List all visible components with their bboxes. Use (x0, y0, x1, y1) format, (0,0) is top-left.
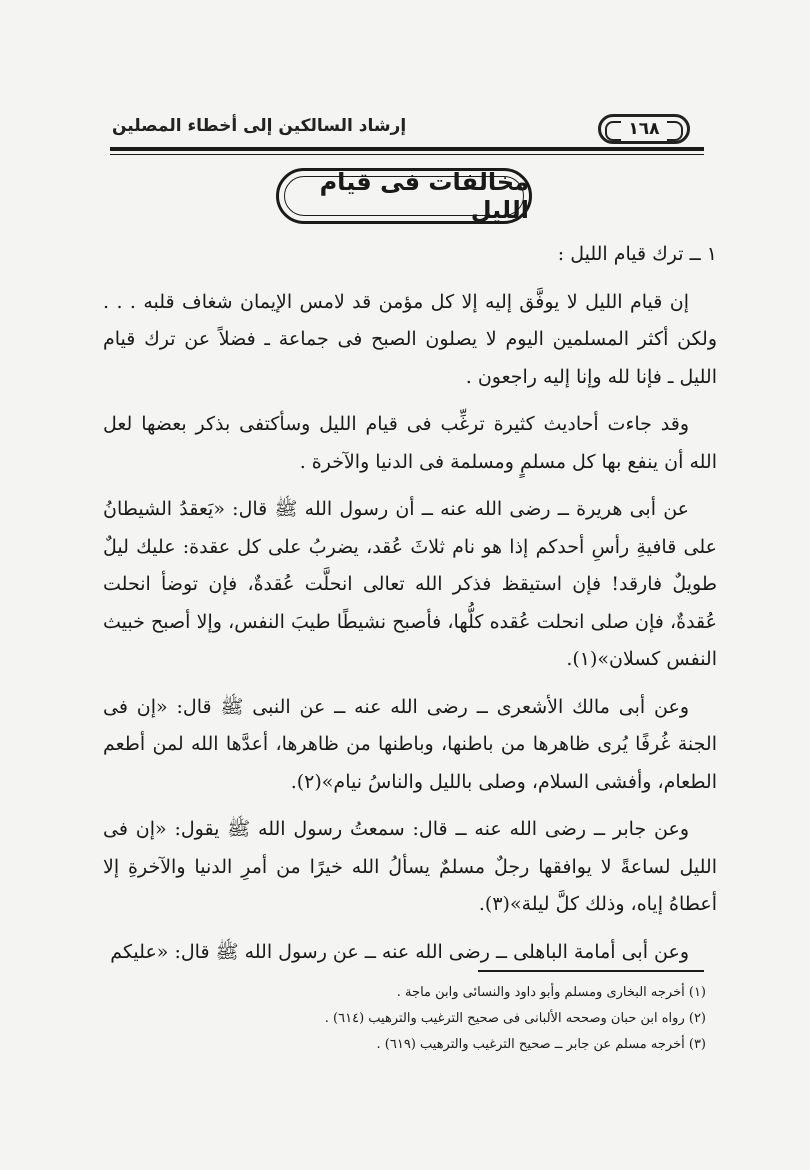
body-text (103, 236, 717, 981)
paragraph: وقد جاءت أحاديث كثيرة ترغِّب فى قيام الليل وسأكتفى بذكر بعضها لعل الله أن ينفع بها كل مسلمٍ ومسلمة فى الدنيا والآخرة . (103, 413, 717, 473)
paragraph: وعن أبى مالك الأشعرى ــ رضى الله عنه ــ عن النبى ﷺ قال: «إن فى الجنة غُرفًا يُرى ظاهرها من باطنها، وباطنها من ظاهرها، أعدَّها الله لمن أطعم الطعام، وأفشى السلام، وصلى بالليل والناسُ نيام»(٢). (103, 695, 717, 793)
footnote: (١) أخرجه البخارى ومسلم وأبو داود والنسائى وابن ماجة . (396, 985, 706, 1000)
page-number: ١٦٨ (628, 119, 660, 139)
paragraph: عن أبى هريرة ــ رضى الله عنه ــ أن رسول الله ﷺ قال: «يَعقدُ الشيطانُ على قافيةِ رأسِ أحدكم إذا هو نام ثلاثَ عُقد، يضربُ على كل عقدة: عليك ليلٌ طويلٌ فارقد! فإن استيقظ فذكر الله تعالى انحلَّت عُقدةٌ، فإن توضأ انحلت عُقدةٌ، فإن صلى انحلت عُقده كلُّها، فأصبح نشيطًا طيبَ النفس، وإلا أصبح خبيث النفس كسلان»(١). (103, 498, 717, 670)
running-title: إرشاد السالكين إلى أخطاء المصلين (112, 116, 407, 136)
footnote: (٣) أخرجه مسلم عن جابر ــ صحيح الترغيب والترهيب (٦١٩) . (376, 1037, 706, 1052)
header-rule-thin (110, 154, 704, 155)
page-number-badge (598, 114, 690, 144)
footnote: (٢) رواه ابن حبان وصححه الألبانى فى صحيح الترغيب والترهيب (٦١٤) . (324, 1011, 706, 1026)
paragraph: وعن أبى أمامة الباهلى ــ رضى الله عنه ــ عن رسول الله ﷺ قال: «عليكم (110, 940, 689, 963)
chapter-title-frame (276, 168, 532, 224)
footnotes (300, 980, 706, 1058)
header-rule-thick (110, 147, 704, 151)
footnote-separator (478, 970, 704, 972)
chapter-title: مخالفات فى قيام الليل (319, 168, 529, 224)
section-heading: ١ ــ ترك قيام الليل : (557, 243, 717, 265)
paragraph: وعن جابر ــ رضى الله عنه ــ قال: سمعتُ رسول الله ﷺ يقول: «إن فى الليل لساعةً لا يوافقها رجلٌ مسلمٌ يسألُ الله خيرًا من أمرِ الدنيا والآخرةِ إلا أعطاهُ إياه، وذلك كلَّ ليلة»(٣). (103, 818, 717, 915)
paragraph: إن قيام الليل لا يوفَّق إليه إلا كل مؤمن قد لامس الإيمان شغاف قلبه . . . ولكن أكثر المسلمين اليوم لا يصلون الصبح فى جماعة ـ فضلاً عن ترك قيام الليل ـ فإنا لله وإنا إليه راجعون . (103, 290, 717, 388)
